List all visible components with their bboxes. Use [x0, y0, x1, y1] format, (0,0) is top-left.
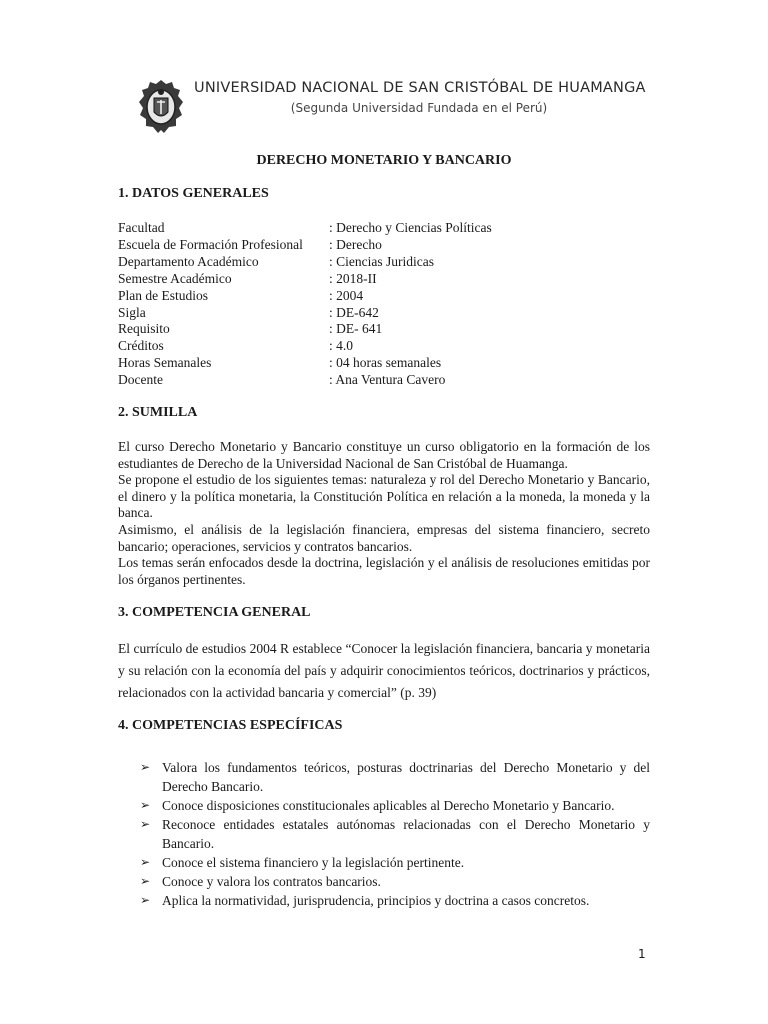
list-item — [140, 891, 650, 910]
datos-value: : 04 horas semanales — [329, 355, 442, 371]
list-item-text: Reconoce entidades estatales autónomas relacionadas con el Derecho Monetario y Bancario. — [162, 817, 650, 851]
datos-row — [118, 321, 492, 338]
list-item — [140, 853, 650, 872]
datos-row — [118, 355, 492, 372]
sumilla-text — [118, 439, 650, 588]
datos-value: : 2004 — [329, 287, 364, 303]
datos-value: : Derecho — [329, 236, 382, 252]
datos-row — [118, 288, 492, 305]
datos-row — [118, 338, 492, 355]
datos-row — [118, 271, 492, 288]
datos-row — [118, 220, 492, 237]
section-title-sumilla: 2. SUMILLA — [118, 405, 198, 420]
list-item — [140, 872, 650, 891]
datos-key: Sigla — [118, 304, 146, 320]
datos-row — [118, 237, 492, 254]
arrowhead-bullet-icon: ➢ — [140, 817, 151, 831]
list-item — [140, 815, 650, 853]
arrowhead-bullet-icon: ➢ — [140, 855, 151, 869]
datos-key: Departamento Académico — [118, 253, 259, 269]
datos-key: Facultad — [118, 220, 165, 235]
datos-row — [118, 254, 492, 271]
competencias-list — [140, 758, 650, 910]
university-name: UNIVERSIDAD NACIONAL DE SAN CRISTÓBAL DE HUAMANGA — [194, 80, 646, 96]
list-item — [140, 796, 650, 815]
datos-value: : DE-642 — [329, 304, 379, 320]
datos-value: : Ana Ventura Cavero — [329, 372, 446, 388]
page-number: 1 — [638, 947, 646, 961]
list-item-text: Conoce disposiciones constitucionales aplicables al Derecho Monetario y Bancario. — [162, 798, 615, 813]
arrowhead-bullet-icon: ➢ — [140, 893, 151, 907]
arrowhead-bullet-icon: ➢ — [140, 798, 151, 812]
datos-key: Escuela de Formación Profesional — [118, 236, 303, 252]
arrowhead-bullet-icon: ➢ — [140, 760, 151, 774]
datos-value: : DE- 641 — [329, 321, 383, 337]
datos-key: Créditos — [118, 338, 164, 354]
datos-value: : 2018-II — [329, 270, 377, 286]
list-item — [140, 758, 650, 796]
sumilla-paragraph: El curso Derecho Monetario y Bancario constituye un curso obligatorio en la formación de los estudiantes de Derecho de la Universidad Nacional de San Cristóbal de Huamanga. — [118, 439, 650, 471]
datos-key: Requisito — [118, 321, 170, 337]
datos-key: Semestre Académico — [118, 270, 232, 286]
sumilla-paragraph: Se propone el estudio de los siguientes temas: naturaleza y rol del Derecho Monetario y Bancario, el dinero y la política monetaria, la Constitución Política en relación a la moneda, la moneda y la banca. — [118, 472, 650, 521]
datos-value: : 4.0 — [329, 338, 354, 354]
sumilla-paragraph: Asimismo, el análisis de la legislación financiera, empresas del sistema financiero, secreto bancario; operaciones, servicios y contratos bancarios. — [118, 521, 650, 554]
datos-key: Docente — [118, 372, 163, 388]
datos-value: : Ciencias Juridicas — [329, 253, 434, 269]
section-title-competencias-especificas: 4. COMPETENCIAS ESPECÍFICAS — [118, 718, 343, 733]
competencia-general-paragraph: El currículo de estudios 2004 R establece “Conocer la legislación financiera, bancaria y monetaria y su relación con la economía del país y adquirir conocimientos teóricos, doctrinarios y prácticos, relacionados con la actividad bancaria y comercial” (p. 39) — [118, 641, 650, 700]
section-title-competencia-general: 3. COMPETENCIA GENERAL — [118, 605, 311, 620]
list-item-text: Conoce y valora los contratos bancarios. — [162, 874, 381, 889]
datos-value: : Derecho y Ciencias Políticas — [329, 220, 492, 235]
datos-key: Plan de Estudios — [118, 287, 208, 303]
datos-row — [118, 305, 492, 322]
sumilla-paragraph: Los temas serán enfocados desde la doctrina, legislación y el análisis de resoluciones emitidas por los órganos pertinentes. — [118, 555, 650, 587]
datos-key: Horas Semanales — [118, 355, 212, 371]
list-item-text: Conoce el sistema financiero y la legislación pertinente. — [162, 855, 465, 870]
competencia-general-text — [118, 638, 650, 704]
list-item-text: Aplica la normatividad, jurisprudencia, principios y doctrina a casos concretos. — [162, 893, 590, 908]
university-subtitle: (Segunda Universidad Fundada en el Perú) — [290, 101, 548, 115]
arrowhead-bullet-icon: ➢ — [140, 874, 151, 888]
list-item-text: Valora los fundamentos teóricos, posturas doctrinarias del Derecho Monetario y del Derecho Bancario. — [162, 760, 650, 794]
datos-row — [118, 372, 492, 389]
section-title-datos-generales: 1. DATOS GENERALES — [118, 186, 269, 201]
datos-generales-table — [118, 220, 492, 389]
course-title: DERECHO MONETARIO Y BANCARIO — [256, 153, 512, 168]
